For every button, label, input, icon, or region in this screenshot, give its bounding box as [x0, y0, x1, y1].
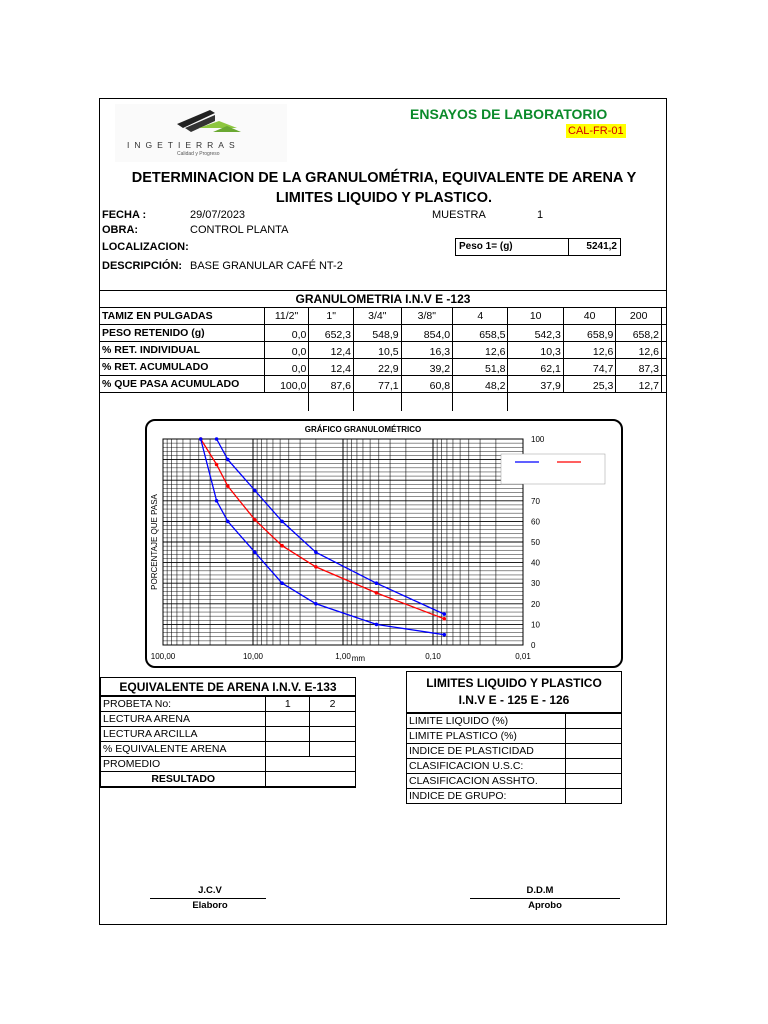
probeta-row: [101, 697, 356, 712]
row-label: % QUE PASA ACUMULADO: [100, 376, 265, 393]
cell[interactable]: [266, 772, 356, 787]
table-row: [100, 308, 667, 325]
table-row: [101, 772, 356, 787]
probeta-1: 1: [266, 697, 310, 712]
table-cell: 652,3: [309, 325, 354, 342]
cell[interactable]: [266, 712, 310, 727]
table-cell: 548,9: [354, 325, 402, 342]
table-cell: 37,9: [508, 376, 563, 393]
probeta-2: 2: [310, 697, 356, 712]
y-tick-label: 20: [531, 599, 540, 609]
limites-title-line2: I.N.V E - 125 E - 126: [458, 693, 570, 707]
table-cell: 25,3: [563, 376, 615, 393]
table-cell: [453, 393, 508, 411]
granulometric-chart: [145, 419, 623, 668]
y-tick-label: 100: [531, 435, 545, 444]
table-cell: [662, 308, 667, 325]
elaboro-label: Elaboro: [192, 900, 228, 911]
x-tick-label: 1,00: [335, 652, 351, 661]
series-point: [442, 612, 446, 616]
limites-row-label: LIMITE LIQUIDO (%): [407, 714, 566, 729]
sieve-header: 200: [616, 308, 662, 325]
series-point: [314, 551, 318, 555]
table-cell: [100, 393, 265, 411]
table-cell: [662, 393, 667, 411]
table-cell: [662, 342, 667, 359]
table-row: [100, 393, 667, 411]
lectura-arcilla-label: LECTURA ARCILLA: [101, 727, 266, 742]
series-point: [226, 484, 230, 488]
equivalente-table: [100, 696, 356, 788]
cell[interactable]: [310, 742, 356, 757]
table-cell: 10,5: [354, 342, 402, 359]
table-cell: 12,6: [616, 342, 662, 359]
granulometria-table: [99, 307, 667, 411]
table-cell: [309, 393, 354, 411]
row-label: % RET. INDIVIDUAL: [100, 342, 265, 359]
limites-row-label: CLASIFICACION U.S.C:: [407, 759, 566, 774]
limites-value-cell[interactable]: [566, 759, 622, 774]
limites-value-cell[interactable]: [566, 774, 622, 789]
table-row: [100, 325, 667, 342]
descripcion-label: DESCRIPCIÓN:: [102, 260, 183, 272]
x-tick-label: 0,01: [515, 652, 531, 661]
chart-legend: [501, 454, 605, 484]
y-tick-label: 40: [531, 558, 540, 568]
table-cell: [616, 393, 662, 411]
limites-row-label: CLASIFICACION ASSHTO.: [407, 774, 566, 789]
series-point: [215, 463, 219, 467]
series-point: [215, 499, 219, 503]
aprobo-signature-line: [470, 898, 620, 899]
table-row: [407, 729, 622, 744]
promedio-label: PROMEDIO: [101, 757, 266, 772]
table-cell: 12,4: [309, 342, 354, 359]
page-title: DETERMINACION DE LA GRANULOMÉTRIA, EQUIVALENTE DE ARENA Y LIMITES LIQUIDO Y PLASTICO.: [131, 170, 637, 206]
y-tick-label: 60: [531, 517, 540, 527]
row-label: PESO RETENIDO (g): [100, 325, 265, 342]
sieve-header: 10: [508, 308, 563, 325]
logo-tagline: Calidad y Progreso: [177, 151, 220, 157]
table-cell: 77,1: [354, 376, 402, 393]
series-point: [375, 623, 379, 627]
series-point: [253, 489, 257, 493]
table-cell: 60,8: [401, 376, 452, 393]
x-tick-label: 0,10: [425, 652, 441, 661]
table-cell: 658,9: [563, 325, 615, 342]
logo-text: INGETIERRAS: [127, 140, 240, 150]
table-cell: 87,3: [616, 359, 662, 376]
lab-title: ENSAYOS DE LABORATORIO: [410, 106, 608, 122]
peso-box: [455, 238, 621, 256]
series-point: [253, 518, 257, 522]
series-point: [280, 581, 284, 585]
muestra-value: 1: [537, 209, 544, 221]
table-cell: 39,2: [401, 359, 452, 376]
aprobo-label: Aprobo: [528, 900, 562, 911]
table-cell: 22,9: [354, 359, 402, 376]
table-row: [407, 759, 622, 774]
sieve-header: 3/8": [401, 308, 452, 325]
fecha-value: 29/07/2023: [190, 209, 246, 221]
sieve-header: 3/4": [354, 308, 402, 325]
table-cell: 0,0: [264, 342, 309, 359]
table-row: [100, 342, 667, 359]
peso-divider: [568, 239, 569, 255]
series-point: [442, 633, 446, 637]
chart-grid: [163, 439, 523, 645]
y-axis-label: PORCENTAJE QUE PASA: [150, 494, 159, 590]
sieve-header: 11/2": [264, 308, 309, 325]
series-point: [280, 520, 284, 524]
table-cell: 658,2: [616, 325, 662, 342]
elaboro-signature-line: [150, 898, 266, 899]
y-tick-label: 50: [531, 538, 540, 547]
series-point: [375, 581, 379, 585]
cell[interactable]: [266, 727, 310, 742]
peso-value: 5241,2: [586, 241, 617, 252]
limites-value-cell[interactable]: [566, 789, 622, 804]
series-point: [226, 458, 230, 462]
sieve-header: 1": [309, 308, 354, 325]
table-cell: 16,3: [401, 342, 452, 359]
obra-label: OBRA:: [102, 224, 139, 236]
table-cell: 87,6: [309, 376, 354, 393]
table-cell: [662, 325, 667, 342]
table-row: [101, 712, 356, 727]
table-row: [101, 727, 356, 742]
table-cell: 0,0: [264, 325, 309, 342]
series-point: [215, 437, 219, 441]
sieve-header: 4: [453, 308, 508, 325]
descripcion-value: BASE GRANULAR CAFÉ NT-2: [190, 260, 343, 272]
limites-value-cell[interactable]: [566, 729, 622, 744]
chart-title: GRÁFICO GRANULOMÉTRICO: [304, 425, 422, 434]
table-cell: [401, 393, 452, 411]
table-row: [407, 714, 622, 729]
row-label: TAMIZ EN PULGADAS: [100, 308, 265, 325]
table-cell: 12,6: [453, 342, 508, 359]
legend-box: [501, 454, 605, 484]
row-label: % RET. ACUMULADO: [100, 359, 265, 376]
document-code: CAL-FR-01: [568, 125, 624, 137]
fecha-label: FECHA :: [102, 209, 147, 221]
table-cell: 854,0: [401, 325, 452, 342]
series-point: [442, 617, 446, 621]
table-cell: [508, 393, 563, 411]
y-tick-label: 70: [531, 496, 540, 506]
table-cell: 542,3: [508, 325, 563, 342]
table-cell: 74,7: [563, 359, 615, 376]
x-axis-label: mm: [351, 654, 366, 663]
limites-value-cell[interactable]: [566, 714, 622, 729]
cell[interactable]: [266, 742, 310, 757]
table-cell: [264, 393, 309, 411]
cell[interactable]: [310, 712, 356, 727]
y-tick-label: 10: [531, 620, 540, 630]
limites-row-label: LIMITE PLASTICO (%): [407, 729, 566, 744]
table-cell: [662, 376, 667, 393]
obra-value: CONTROL PLANTA: [190, 224, 289, 236]
lectura-arena-label: LECTURA ARENA: [101, 712, 266, 727]
granulometria-title: GRANULOMETRIA I.N.V E -123: [99, 290, 667, 308]
y-tick-label: 0: [531, 641, 536, 650]
limites-title: [406, 671, 622, 713]
table-cell: 12,7: [616, 376, 662, 393]
series-point: [199, 437, 203, 441]
table-row: [407, 789, 622, 804]
series-point: [314, 565, 318, 569]
company-logo: [115, 104, 287, 162]
table-cell: 0,0: [264, 359, 309, 376]
y-tick-label: 30: [531, 579, 540, 589]
series-point: [280, 544, 284, 548]
x-tick-label: 100,00: [150, 652, 176, 661]
series-point: [314, 602, 318, 606]
muestra-label: MUESTRA: [432, 209, 486, 221]
table-cell: 12,6: [563, 342, 615, 359]
sieve-header: 40: [563, 308, 615, 325]
table-cell: 658,5: [453, 325, 508, 342]
table-row: [100, 359, 667, 376]
localizacion-label: LOCALIZACION:: [102, 241, 189, 253]
equivalente-arena-label: % EQUIVALENTE ARENA: [101, 742, 266, 757]
table-row: [100, 376, 667, 393]
cell[interactable]: [266, 757, 356, 772]
resultado-label: RESULTADO: [101, 772, 266, 787]
table-row: [407, 744, 622, 759]
x-tick-label: 10,00: [242, 652, 264, 661]
table-cell: 12,4: [309, 359, 354, 376]
table-row: [407, 774, 622, 789]
limites-row-label: INDICE DE GRUPO:: [407, 789, 566, 804]
table-cell: 48,2: [453, 376, 508, 393]
limites-value-cell[interactable]: [566, 744, 622, 759]
table-row: [101, 742, 356, 757]
series-point: [253, 551, 257, 555]
elaboro-name: J.C.V: [198, 885, 222, 896]
series-point: [375, 591, 379, 595]
table-row: [101, 757, 356, 772]
table-cell: 51,8: [453, 359, 508, 376]
table-cell: 10,3: [508, 342, 563, 359]
series-point: [226, 520, 230, 524]
cell[interactable]: [310, 727, 356, 742]
table-cell: [563, 393, 615, 411]
limites-table: [406, 713, 622, 804]
table-cell: 100,0: [264, 376, 309, 393]
equivalente-title: EQUIVALENTE DE ARENA I.N.V. E-133: [100, 677, 356, 696]
table-cell: [662, 359, 667, 376]
probeta-label: PROBETA No:: [101, 697, 266, 712]
limites-title-line1: LIMITES LIQUIDO Y PLASTICO: [426, 676, 602, 690]
limites-row-label: INDICE DE PLASTICIDAD: [407, 744, 566, 759]
table-cell: [354, 393, 402, 411]
table-cell: 62,1: [508, 359, 563, 376]
peso-label: Peso 1= (g): [459, 241, 513, 252]
aprobo-name: D.D.M: [526, 885, 554, 896]
